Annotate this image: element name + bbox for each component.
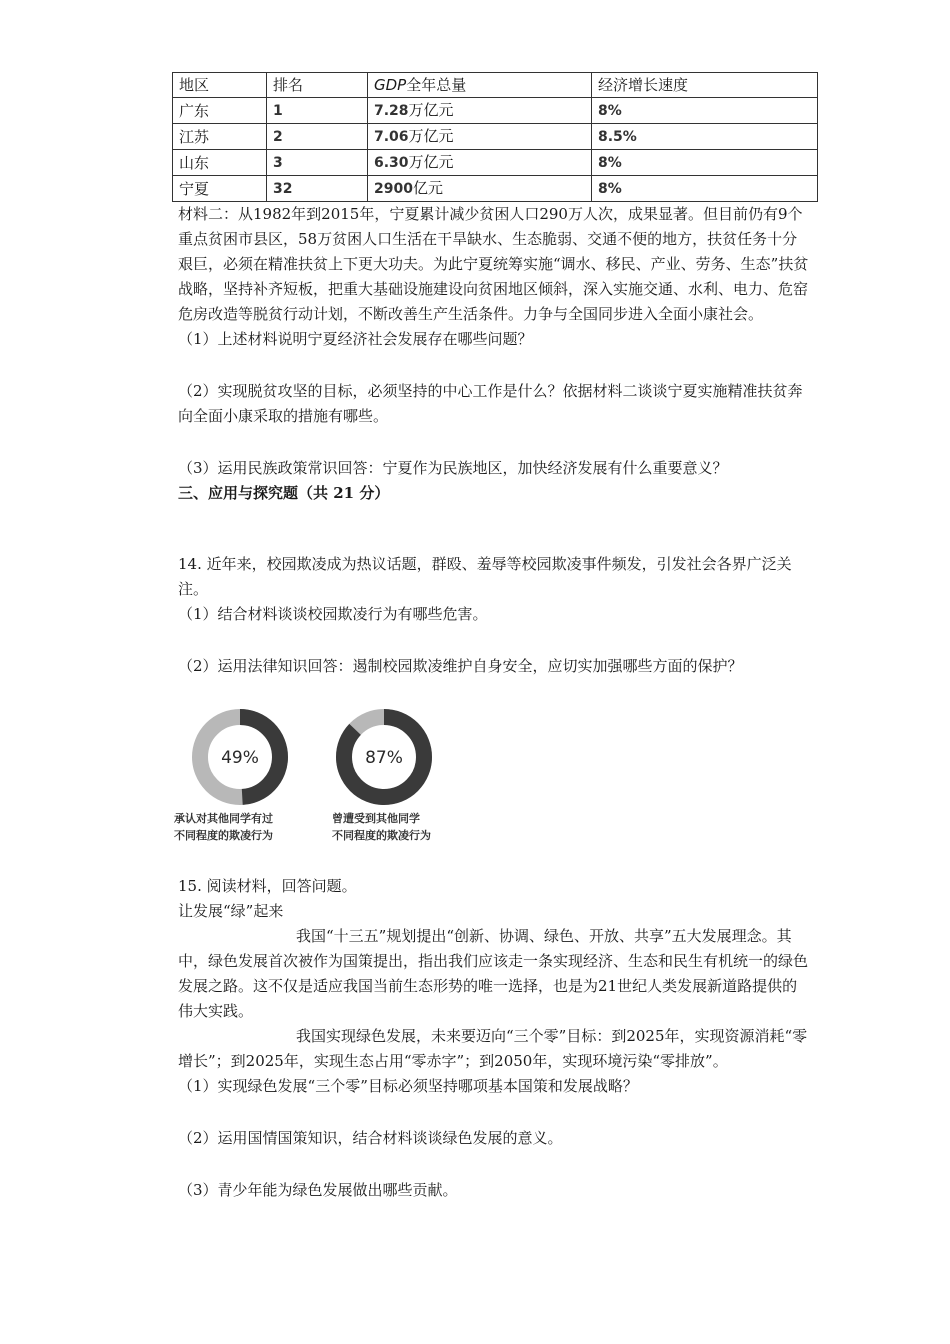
header-growth: 经济增长速度 (592, 73, 818, 98)
donut-center-label: 49% (221, 748, 259, 768)
bullying-donut-charts (174, 700, 464, 850)
question-14-part-1: （1）结合材料谈谈校园欺凌行为有哪些危害。 (178, 605, 488, 623)
cell-growth: 8% (592, 176, 818, 202)
question-15-part-3: （3）青少年能为绿色发展做出哪些贡献。 (178, 1181, 458, 1199)
table-row (173, 98, 818, 124)
material-paragraph-2: 我国实现绿色发展，未来要迈向“三个零”目标：到2025年，实现资源消耗“零增长”；到2025年，实现生态占用“零赤字”；到2050年，实现环境污染“零排放”。 (178, 1027, 808, 1070)
cell-rank: 2 (267, 124, 368, 150)
gdp-table (172, 72, 818, 202)
cell-region: 山东 (173, 150, 267, 176)
cell-gdp: 6.30万亿元 (368, 150, 592, 176)
question-13-block (178, 202, 810, 506)
question-15-text: 15. 阅读材料，回答问题。 (178, 877, 357, 895)
donut-caption-2: 曾遭受到其他同学 不同程度的欺凌行为 (332, 812, 431, 842)
cell-gdp: 7.28万亿元 (368, 98, 592, 124)
header-gdp: GDP全年总量 (368, 73, 592, 98)
cell-region: 江苏 (173, 124, 267, 150)
table-header-row (173, 73, 818, 98)
cell-rank: 1 (267, 98, 368, 124)
cell-region: 宁夏 (173, 176, 267, 202)
cell-rank: 32 (267, 176, 368, 202)
table-row (173, 124, 818, 150)
donut-chart-87 (344, 717, 424, 797)
cell-growth: 8.5% (592, 124, 818, 150)
question-14-text: 14. 近年来，校园欺凌成为热议话题，群殴、羞辱等校园欺凌事件频发，引发社会各界广泛关注。 (178, 555, 792, 598)
question-15-part-2: （2）运用国情国策知识，结合材料谈谈绿色发展的意义。 (178, 1129, 563, 1147)
material-paragraph-1: 我国“十三五”规划提出“创新、协调、绿色、开放、共享”五大发展理念。其中，绿色发展首次被作为国策提出，指出我们应该走一条实现经济、生态和民生有机统一的绿色发展之路。这不仅是适应我国当前生态形势的唯一选择，也是为21世纪人类发展新道路提供的伟大实践。 (178, 927, 809, 1020)
question-15-part-1: （1）实现绿色发展“三个零”目标必须坚持哪项基本国策和发展战略？ (178, 1077, 638, 1095)
header-rank: 排名 (267, 73, 368, 98)
header-region: 地区 (173, 73, 267, 98)
table-row (173, 176, 818, 202)
donut-svg (174, 700, 464, 810)
table-row (173, 150, 818, 176)
question-14-part-2: （2）运用法律知识回答：遏制校园欺凌维护自身安全，应切实加强哪些方面的保护？ (178, 657, 743, 675)
question-13-part-3: （3）运用民族政策常识回答：宁夏作为民族地区，加快经济发展有什么重要意义？ (178, 459, 728, 477)
material-two-paragraph: 材料二：从1982年到2015年，宁夏累计减少贫困人口290万人次，成果显著。但目前仍有9个重点贫困市县区，58万贫困人口生活在干旱缺水、生态脆弱、交通不便的地方，扶贫任务十分艰巨，必须在精准扶贫上下更大功夫。为此宁夏统筹实施“调水、移民、产业、劳务、生态”扶贫战略，坚持补齐短板，把重大基础设施建设向贫困地区倾斜，深入实施交通、水利、电力、危窑危房改造等脱贫行动计划，不断改善生产生活条件。力争与全国同步进入全面小康社会。 (178, 205, 809, 323)
cell-growth: 8% (592, 150, 818, 176)
cell-gdp: 7.06万亿元 (368, 124, 592, 150)
section-three-heading: 三、应用与探究题（共 21 分） (178, 484, 390, 502)
cell-region: 广东 (173, 98, 267, 124)
cell-growth: 8% (592, 98, 818, 124)
cell-rank: 3 (267, 150, 368, 176)
donut-chart-49 (200, 717, 280, 797)
question-14-block (178, 552, 810, 679)
donut-center-label: 87% (365, 748, 403, 768)
material-title: 让发展“绿”起来 (178, 902, 284, 920)
question-15-block (178, 874, 810, 1203)
donut-caption-1: 承认对其他同学有过 不同程度的欺凌行为 (174, 812, 273, 842)
cell-gdp: 2900亿元 (368, 176, 592, 202)
question-13-part-2: （2）实现脱贫攻坚的目标，必须坚持的中心工作是什么？依据材料二谈谈宁夏实施精准扶贫奔向全面小康采取的措施有哪些。 (178, 382, 803, 425)
question-13-part-1: （1）上述材料说明宁夏经济社会发展存在哪些问题？ (178, 330, 533, 348)
